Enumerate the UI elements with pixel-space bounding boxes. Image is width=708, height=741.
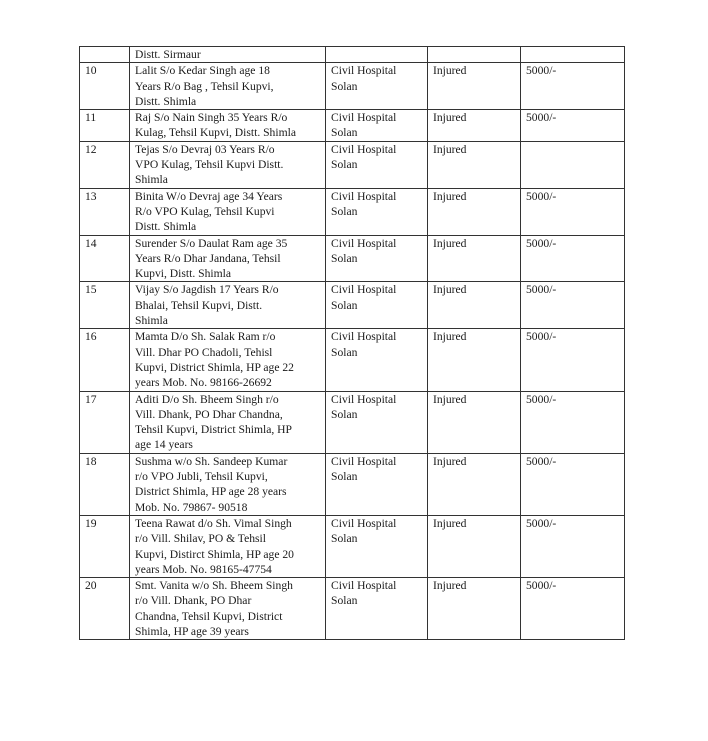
cell-name-address: Smt. Vanita w/o Sh. Bheem Singh r/o Vill. Dhank, PO Dhar Chandna, Tehsil Kupvi, District Shimla, HP age 39 years xyxy=(130,578,326,640)
cell-status: Injured xyxy=(428,578,521,640)
table-row xyxy=(80,47,625,63)
cell-hospital xyxy=(326,47,428,63)
table-row xyxy=(80,141,625,188)
cell-amount xyxy=(521,141,625,188)
cell-hospital: Civil Hospital Solan xyxy=(326,329,428,391)
cell-hospital: Civil Hospital Solan xyxy=(326,282,428,329)
cell-serial-no: 16 xyxy=(80,329,130,391)
cell-status: Injured xyxy=(428,141,521,188)
cell-serial-no: 13 xyxy=(80,188,130,235)
cell-serial-no: 15 xyxy=(80,282,130,329)
cell-amount: 5000/- xyxy=(521,188,625,235)
cell-amount: 5000/- xyxy=(521,63,625,110)
cell-status: Injured xyxy=(428,188,521,235)
table-row xyxy=(80,453,625,515)
cell-amount: 5000/- xyxy=(521,329,625,391)
cell-status: Injured xyxy=(428,515,521,577)
cell-name-address: Binita W/o Devraj age 34 Years R/o VPO Kulag, Tehsil Kupvi Distt. Shimla xyxy=(130,188,326,235)
table-row xyxy=(80,391,625,453)
cell-amount: 5000/- xyxy=(521,391,625,453)
table-row xyxy=(80,282,625,329)
cell-serial-no: 18 xyxy=(80,453,130,515)
victims-table xyxy=(79,46,625,640)
cell-amount: 5000/- xyxy=(521,453,625,515)
cell-hospital: Civil Hospital Solan xyxy=(326,141,428,188)
cell-status: Injured xyxy=(428,282,521,329)
cell-amount xyxy=(521,47,625,63)
cell-amount: 5000/- xyxy=(521,515,625,577)
table-row xyxy=(80,63,625,110)
cell-hospital: Civil Hospital Solan xyxy=(326,235,428,282)
cell-hospital: Civil Hospital Solan xyxy=(326,453,428,515)
cell-name-address: Lalit S/o Kedar Singh age 18 Years R/o Bag , Tehsil Kupvi, Distt. Shimla xyxy=(130,63,326,110)
table-row xyxy=(80,235,625,282)
cell-serial-no: 19 xyxy=(80,515,130,577)
cell-name-address: Vijay S/o Jagdish 17 Years R/o Bhalai, Tehsil Kupvi, Distt. Shimla xyxy=(130,282,326,329)
cell-amount: 5000/- xyxy=(521,578,625,640)
cell-serial-no: 11 xyxy=(80,110,130,142)
cell-serial-no xyxy=(80,47,130,63)
cell-hospital: Civil Hospital Solan xyxy=(326,391,428,453)
cell-status xyxy=(428,47,521,63)
cell-status: Injured xyxy=(428,235,521,282)
cell-status: Injured xyxy=(428,391,521,453)
table-row xyxy=(80,110,625,142)
cell-amount: 5000/- xyxy=(521,235,625,282)
cell-status: Injured xyxy=(428,453,521,515)
cell-serial-no: 12 xyxy=(80,141,130,188)
cell-hospital: Civil Hospital Solan xyxy=(326,188,428,235)
cell-hospital: Civil Hospital Solan xyxy=(326,63,428,110)
cell-serial-no: 17 xyxy=(80,391,130,453)
cell-status: Injured xyxy=(428,63,521,110)
cell-name-address: Mamta D/o Sh. Salak Ram r/o Vill. Dhar PO Chadoli, Tehisl Kupvi, District Shimla, HP age 22 years Mob. No. 98166-26692 xyxy=(130,329,326,391)
cell-name-address: Teena Rawat d/o Sh. Vimal Singh r/o Vill. Shilav, PO & Tehsil Kupvi, Distirct Shimla, HP age 20 years Mob. No. 98165-47754 xyxy=(130,515,326,577)
cell-status: Injured xyxy=(428,110,521,142)
cell-name-address: Sushma w/o Sh. Sandeep Kumar r/o VPO Jubli, Tehsil Kupvi, District Shimla, HP age 28 years Mob. No. 79867- 90518 xyxy=(130,453,326,515)
cell-name-address: Aditi D/o Sh. Bheem Singh r/o Vill. Dhank, PO Dhar Chandna, Tehsil Kupvi, District Shimla, HP age 14 years xyxy=(130,391,326,453)
cell-status: Injured xyxy=(428,329,521,391)
cell-name-address: Distt. Sirmaur xyxy=(130,47,326,63)
cell-name-address: Raj S/o Nain Singh 35 Years R/o Kulag, Tehsil Kupvi, Distt. Shimla xyxy=(130,110,326,142)
cell-hospital: Civil Hospital Solan xyxy=(326,578,428,640)
cell-amount: 5000/- xyxy=(521,282,625,329)
cell-serial-no: 20 xyxy=(80,578,130,640)
cell-hospital: Civil Hospital Solan xyxy=(326,110,428,142)
table-row xyxy=(80,515,625,577)
cell-hospital: Civil Hospital Solan xyxy=(326,515,428,577)
cell-amount: 5000/- xyxy=(521,110,625,142)
table-row xyxy=(80,329,625,391)
cell-name-address: Tejas S/o Devraj 03 Years R/o VPO Kulag, Tehsil Kupvi Distt. Shimla xyxy=(130,141,326,188)
cell-serial-no: 10 xyxy=(80,63,130,110)
cell-serial-no: 14 xyxy=(80,235,130,282)
cell-name-address: Surender S/o Daulat Ram age 35 Years R/o Dhar Jandana, Tehsil Kupvi, Distt. Shimla xyxy=(130,235,326,282)
table-body xyxy=(80,47,625,640)
table-row xyxy=(80,188,625,235)
table-row xyxy=(80,578,625,640)
